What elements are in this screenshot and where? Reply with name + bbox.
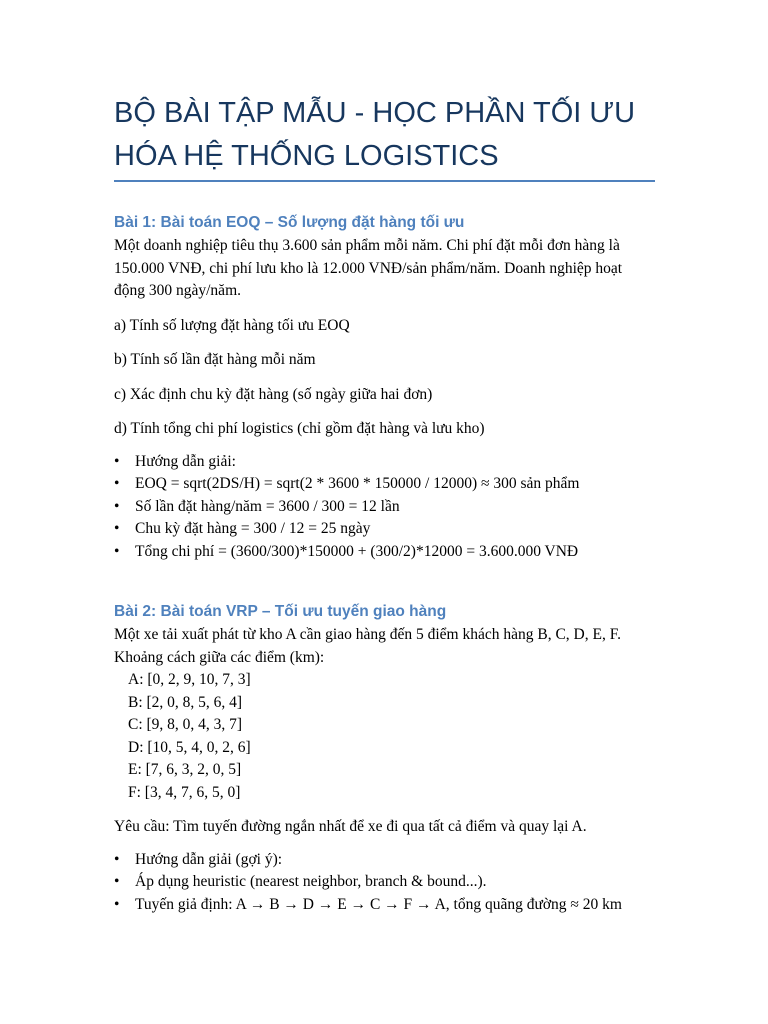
exercise-1-question-b: b) Tính số lần đặt hàng mỗi năm <box>114 351 316 368</box>
title-line-1: BỘ BÀI TẬP MẪU - HỌC PHẦN TỐI ƯU <box>114 97 636 129</box>
list-item: • Hướng dẫn giải: <box>114 451 674 474</box>
list-item: • EOQ = sqrt(2DS/H) = sqrt(2 * 3600 * 150000 / 12000) ≈ 300 sản phẩm <box>114 473 674 496</box>
list-item: • Tổng chi phí = (3600/300)*150000 + (300/2)*12000 = 3.600.000 VNĐ <box>114 541 674 564</box>
matrix-row: C: [9, 8, 0, 4, 3, 7] <box>128 716 243 733</box>
title-underline <box>114 180 655 182</box>
exercise-1-section <box>114 211 674 563</box>
exercise-2-section <box>114 600 674 916</box>
document-title <box>114 92 674 178</box>
exercise-1-question-c: c) Xác định chu kỳ đặt hàng (số ngày giữa hai đơn) <box>114 385 433 403</box>
matrix-row: F: [3, 4, 7, 6, 5, 0] <box>128 783 241 801</box>
exercise-1-heading: Bài 1: Bài toán EOQ – Số lượng đặt hàng tối ưu <box>114 214 465 231</box>
exercise-2-intro-line: Một xe tải xuất phát từ kho A cần giao hàng đến 5 điểm khách hàng B, C, D, E, F. <box>114 626 621 643</box>
title-line-2: HÓA HỆ THỐNG LOGISTICS <box>114 140 499 172</box>
list-item: • Hướng dẫn giải (gợi ý): <box>114 849 674 872</box>
matrix-row: B: [2, 0, 8, 5, 6, 4] <box>128 693 243 711</box>
bullet-icon: • <box>114 895 120 913</box>
bullet-icon: • <box>114 542 120 560</box>
bullet-icon: • <box>114 452 120 470</box>
bullet-icon: • <box>114 850 120 868</box>
list-item: • Chu kỳ đặt hàng = 300 / 12 = 25 ngày <box>114 518 674 541</box>
bullet-icon: • <box>114 873 120 890</box>
bullet-icon: • <box>114 520 120 537</box>
bullet-icon: • <box>114 475 120 492</box>
list-item: • Áp dụng heuristic (nearest neighbor, branch & bound...). <box>114 871 674 894</box>
bullet-icon: • <box>114 497 120 515</box>
matrix-row: D: [10, 5, 4, 0, 2, 6] <box>128 738 251 756</box>
list-item: • Số lần đặt hàng/năm = 3600 / 300 = 12 lần <box>114 496 674 519</box>
distance-matrix <box>114 669 674 804</box>
exercise-2-heading: Bài 2: Bài toán VRP – Tối ưu tuyến giao hàng <box>114 603 447 620</box>
matrix-row: E: [7, 6, 3, 2, 0, 5] <box>128 761 242 778</box>
list-item: • Tuyến giả định: A → B → D → E → C → F → A, tổng quãng đường ≈ 20 km <box>114 894 674 917</box>
exercise-1-question-a: a) Tính số lượng đặt hàng tối ưu EOQ <box>114 316 350 334</box>
exercise-2-intro-line: Khoảng cách giữa các điểm (km): <box>114 648 325 666</box>
exercise-1-intro-line: động 300 ngày/năm. <box>114 282 241 299</box>
matrix-row: A: [0, 2, 9, 10, 7, 3] <box>128 671 251 688</box>
exercise-1-question-d: d) Tính tổng chi phí logistics (chỉ gồm đặt hàng và lưu kho) <box>114 420 485 437</box>
exercise-2-solution-list <box>114 849 674 917</box>
exercise-1-solution-list <box>114 451 674 564</box>
exercise-2-requirement: Yêu cầu: Tìm tuyến đường ngắn nhất để xe đi qua tất cả điểm và quay lại A. <box>114 818 587 835</box>
exercise-1-intro-line: 150.000 VNĐ, chi phí lưu kho là 12.000 VNĐ/sản phẩm/năm. Doanh nghiệp hoạt <box>114 259 623 277</box>
exercise-1-intro-line: Một doanh nghiệp tiêu thụ 3.600 sản phẩm mỗi năm. Chi phí đặt mỗi đơn hàng là <box>114 237 620 254</box>
